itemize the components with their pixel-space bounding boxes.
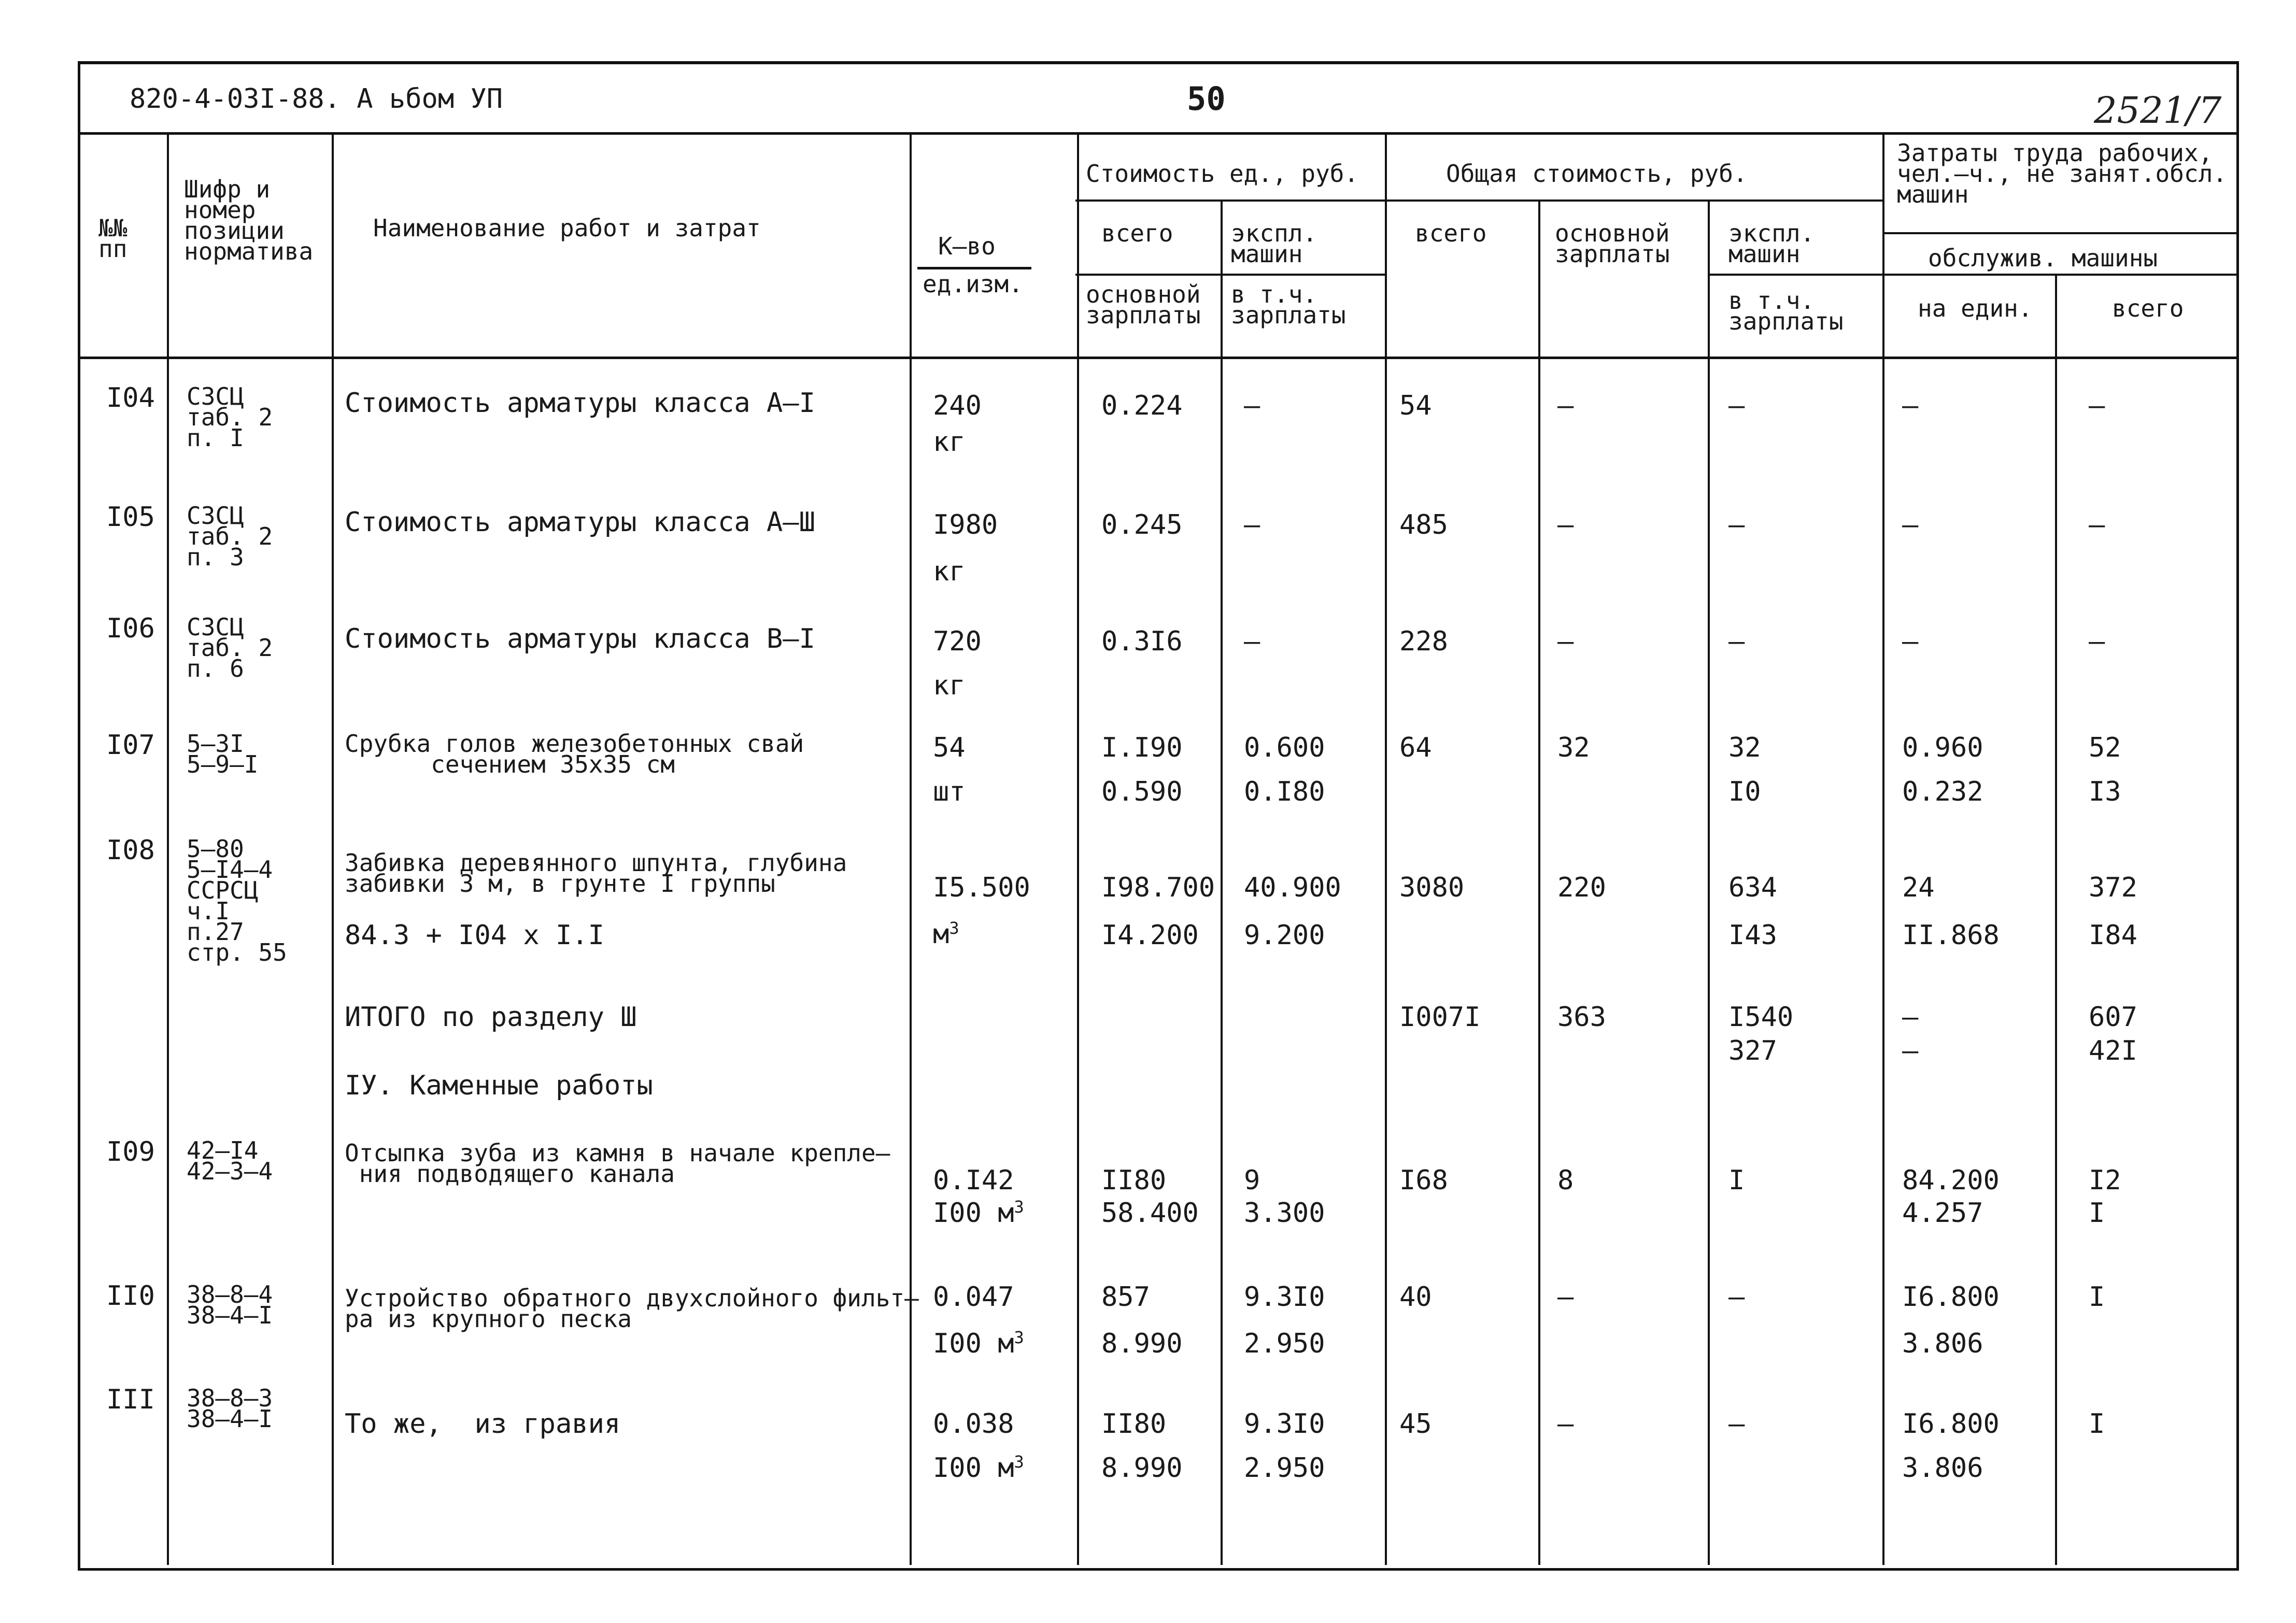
- row-num: II0: [106, 1280, 155, 1312]
- row-unit-incl-wage: 3.300: [1244, 1198, 1325, 1229]
- row-base-wage: –: [1557, 1282, 1574, 1313]
- col-qty-header: К–во: [938, 232, 996, 260]
- col-line-4: [1077, 134, 1079, 1565]
- row-base-wage: –: [1557, 509, 1574, 540]
- row-qty: 0.047: [933, 1282, 1014, 1313]
- row-machines: –: [1728, 509, 1745, 540]
- row-name: Стоимость арматуры класса А–I: [345, 388, 815, 419]
- labor-service-header: обслужив. машины: [1928, 244, 2158, 272]
- unit-total-header: всего: [1101, 219, 1173, 247]
- row-unit-machines: 40.900: [1244, 872, 1341, 903]
- row-labor-unit: 24: [1902, 872, 1935, 903]
- row-machines: –: [1728, 390, 1745, 421]
- subtotal-incl-wage: 327: [1728, 1035, 1777, 1066]
- row-code: 5–3I 5–9–I: [187, 730, 259, 778]
- labor-subline: [1884, 232, 2236, 234]
- row-num: I06: [106, 613, 155, 644]
- row-unit-machines: 0.600: [1244, 732, 1325, 763]
- row-unit: [933, 1197, 1024, 1229]
- labor-group-header: Затраты труда рабочих, чел.–ч., не занят.обсл. машин: [1897, 139, 2227, 208]
- row-machines: –: [1728, 1408, 1745, 1440]
- row-labor-unit: 0.960: [1902, 732, 1983, 763]
- total-machine-subline: [1708, 274, 1884, 276]
- row-labor-total: I: [2089, 1408, 2105, 1440]
- row-name: Стоимость арматуры класса В–I: [345, 623, 815, 654]
- row-num: I05: [106, 502, 155, 533]
- row-formula: 84.3 + I04 х I.I: [345, 920, 604, 951]
- row-unit-incl-wage: 9.200: [1244, 920, 1325, 951]
- row-name: Срубка голов железобетонных свай сечением 35х35 см: [345, 730, 804, 778]
- row-base-wage: –: [1557, 1408, 1574, 1440]
- row-labor-total-2: I84: [2089, 920, 2137, 951]
- row-qty: I980: [933, 509, 998, 540]
- col-line-3: [910, 134, 912, 1565]
- row-unit-total: 0.224: [1101, 390, 1183, 421]
- row-num: I07: [106, 730, 155, 761]
- header-divider: [78, 132, 2239, 135]
- subtotal-total: I007I: [1399, 1002, 1481, 1033]
- total-cost-group-header: Общая стоимость, руб.: [1446, 160, 1748, 188]
- row-code: 5–80 5–I4–4 ССРСЦ ч.I п.27 стр. 55: [187, 835, 287, 966]
- row-unit-total: 857: [1101, 1282, 1150, 1313]
- row-unit-total: II80: [1101, 1408, 1167, 1440]
- row-machines: –: [1728, 1282, 1745, 1313]
- row-name: Отсыпка зуба из камня в начале крепле– ния подводящего канала: [345, 1139, 890, 1188]
- sheet-handwritten: 2521/7: [2094, 89, 2222, 132]
- row-labor-unit: I6.800: [1902, 1408, 2000, 1440]
- unit-cost-subline: [1075, 200, 1386, 202]
- total-machines-header: экспл. машин: [1728, 219, 1815, 268]
- labor-total-header: всего: [2112, 294, 2184, 322]
- col-code-header: Шифр и номер позиции норматива: [184, 175, 314, 265]
- row-total: 54: [1399, 390, 1432, 421]
- row-unit-incl-wage: 2.950: [1244, 1328, 1325, 1359]
- row-num: III: [106, 1384, 155, 1415]
- row-labor-total: I2: [2089, 1165, 2121, 1196]
- row-labor-unit: –: [1902, 509, 1919, 540]
- row-machines: –: [1728, 626, 1745, 657]
- cube-superscript: 3: [1014, 1452, 1024, 1472]
- row-labor-total: I: [2089, 1282, 2105, 1313]
- row-unit-base-wage: 0.590: [1101, 776, 1183, 807]
- row-unit: [933, 1328, 1024, 1359]
- page-number: 50: [1187, 80, 1226, 118]
- row-name: Стоимость арматуры класса А–Ш: [345, 507, 815, 538]
- row-qty: I5.500: [933, 872, 1030, 903]
- row-base-wage: –: [1557, 626, 1574, 657]
- column-header-bottom: [78, 357, 2239, 359]
- row-total: 45: [1399, 1408, 1432, 1440]
- row-name: Устройство обратного двухслойного фильт– ра из крупного песка: [345, 1284, 919, 1333]
- row-total: I68: [1399, 1165, 1448, 1196]
- row-total: 64: [1399, 732, 1432, 763]
- row-labor-unit-2: 0.232: [1902, 776, 1983, 807]
- row-labor-unit-2: 4.257: [1902, 1198, 1983, 1229]
- row-name: Забивка деревянного шпунта, глубина забивки 3 м, в грунте I группы: [345, 849, 847, 898]
- row-machines: I: [1728, 1165, 1745, 1196]
- total-base-wage-header: основной зарплаты: [1555, 219, 1670, 268]
- unit-base-wage-header: основной зарплаты: [1086, 280, 1201, 329]
- subtotal-labor-total: 607: [2089, 1002, 2137, 1033]
- unit-cost-subline2: [1075, 274, 1386, 276]
- col-unit-header: ед.изм.: [923, 270, 1023, 298]
- unit-incl-wage-header: в т.ч. зарплаты: [1231, 280, 1346, 329]
- row-unit-total: I.I90: [1101, 732, 1183, 763]
- row-unit-total: 0.3I6: [1101, 626, 1183, 657]
- row-unit-incl-wage: 2.950: [1244, 1453, 1325, 1484]
- row-base-wage: 8: [1557, 1165, 1574, 1196]
- row-unit-base-wage: 8.990: [1101, 1453, 1183, 1484]
- row-name: То же, из гравия: [345, 1408, 621, 1440]
- subtotal-base-wage: 363: [1557, 1002, 1606, 1033]
- row-qty: 240: [933, 390, 982, 421]
- row-labor-unit: 84.200: [1902, 1165, 2000, 1196]
- row-unit-machines: 9.3I0: [1244, 1408, 1325, 1440]
- row-labor-total: –: [2089, 509, 2105, 540]
- row-labor-unit-2: 3.806: [1902, 1328, 1983, 1359]
- row-unit-total: 0.245: [1101, 509, 1183, 540]
- row-unit: кг: [933, 426, 966, 458]
- subtotal-labor-total-2: 42I: [2089, 1035, 2137, 1066]
- row-base-wage: 220: [1557, 872, 1606, 903]
- row-unit-text: I00 м: [933, 1328, 1014, 1359]
- row-labor-total: 372: [2089, 872, 2137, 903]
- col-num-header: №№ пп: [98, 214, 127, 263]
- row-total: 228: [1399, 626, 1448, 657]
- row-incl-wage: I43: [1728, 920, 1777, 951]
- row-unit: [933, 918, 959, 950]
- row-unit-text: I00 м: [933, 1453, 1014, 1484]
- unit-machines-header: экспл. машин: [1231, 219, 1317, 268]
- subtotal-labor-unit: –: [1902, 1002, 1919, 1033]
- col-line-7: [1538, 201, 1540, 1565]
- row-unit-incl-wage: 0.I80: [1244, 776, 1325, 807]
- qty-fraction-line: [917, 267, 1031, 269]
- row-code: 38–8–4 38–4–I: [187, 1280, 273, 1329]
- labor-subline2: [1884, 274, 2236, 276]
- row-unit: [933, 1452, 1024, 1484]
- row-machines: 32: [1728, 732, 1761, 763]
- row-labor-unit-2: II.868: [1902, 920, 2000, 951]
- row-code: СЗСЦ таб. 2 п. I: [187, 382, 273, 452]
- total-cost-subline: [1386, 200, 1884, 202]
- row-unit-base-wage: 58.400: [1101, 1198, 1199, 1229]
- row-labor-total-2: I: [2089, 1198, 2105, 1229]
- row-unit: шт: [933, 776, 966, 807]
- row-unit-total: II80: [1101, 1165, 1167, 1196]
- row-total: 485: [1399, 509, 1448, 540]
- labor-per-unit-header: на един.: [1918, 294, 2033, 322]
- unit-cost-group-header: Стоимость ед., руб.: [1086, 160, 1359, 188]
- col-line-9: [1882, 134, 1884, 1565]
- subtotal-labor-unit-2: –: [1902, 1035, 1919, 1066]
- section-heading: IУ. Каменные работы: [345, 1070, 653, 1101]
- row-code: 38–8–3 38–4–I: [187, 1384, 273, 1433]
- col-line-6: [1385, 134, 1387, 1565]
- row-unit-base-wage: 8.990: [1101, 1328, 1183, 1359]
- row-qty: 720: [933, 626, 982, 657]
- row-unit: кг: [933, 670, 966, 701]
- row-base-wage: –: [1557, 390, 1574, 421]
- row-code: СЗСЦ таб. 2 п. 3: [187, 502, 273, 571]
- col-line-2: [332, 134, 334, 1565]
- row-qty: 54: [933, 732, 966, 763]
- row-unit-machines: 9.3I0: [1244, 1282, 1325, 1313]
- row-unit-total: I98.700: [1101, 872, 1215, 903]
- row-qty: 0.I42: [933, 1165, 1014, 1196]
- row-num: I04: [106, 382, 155, 414]
- row-unit-machines: –: [1244, 390, 1260, 421]
- row-labor-total: –: [2089, 390, 2105, 421]
- row-unit-machines: –: [1244, 509, 1260, 540]
- row-labor-unit-2: 3.806: [1902, 1453, 1983, 1484]
- cube-superscript: 3: [1014, 1328, 1024, 1347]
- row-unit: кг: [933, 556, 966, 587]
- row-incl-wage: I0: [1728, 776, 1761, 807]
- row-labor-unit: –: [1902, 626, 1919, 657]
- row-labor-total: –: [2089, 626, 2105, 657]
- subtotal-machines: I540: [1728, 1002, 1794, 1033]
- col-line-1: [167, 134, 169, 1565]
- row-qty: 0.038: [933, 1408, 1014, 1440]
- row-code: СЗСЦ таб. 2 п. 6: [187, 613, 273, 682]
- row-unit-text: м: [933, 919, 949, 950]
- row-machines: 634: [1728, 872, 1777, 903]
- row-num: I09: [106, 1136, 155, 1168]
- row-unit-machines: –: [1244, 626, 1260, 657]
- col-name-header: Наименование работ и затрат: [373, 214, 761, 242]
- subtotal-label: ИТОГО по разделу Ш: [345, 1002, 637, 1033]
- cube-superscript: 3: [1014, 1197, 1024, 1217]
- total-all-header: всего: [1415, 219, 1487, 247]
- row-code: 42–I4 42–3–4: [187, 1136, 273, 1185]
- row-labor-total: 52: [2089, 732, 2121, 763]
- row-unit-text: I00 м: [933, 1198, 1014, 1229]
- row-total: 3080: [1399, 872, 1465, 903]
- row-num: I08: [106, 835, 155, 866]
- row-labor-unit: –: [1902, 390, 1919, 421]
- total-incl-wage-header: в т.ч. зарплаты: [1728, 287, 1844, 335]
- row-total: 40: [1399, 1282, 1432, 1313]
- cube-superscript: 3: [949, 918, 959, 938]
- row-labor-unit: I6.800: [1902, 1282, 2000, 1313]
- row-unit-base-wage: I4.200: [1101, 920, 1199, 951]
- album-code: 820-4-03I-88. А ьбом УП: [130, 83, 503, 115]
- row-labor-total-2: I3: [2089, 776, 2121, 807]
- row-unit-machines: 9: [1244, 1165, 1260, 1196]
- col-line-10: [2055, 274, 2057, 1565]
- col-line-8: [1708, 201, 1710, 1565]
- col-line-5: [1221, 201, 1223, 1565]
- row-base-wage: 32: [1557, 732, 1590, 763]
